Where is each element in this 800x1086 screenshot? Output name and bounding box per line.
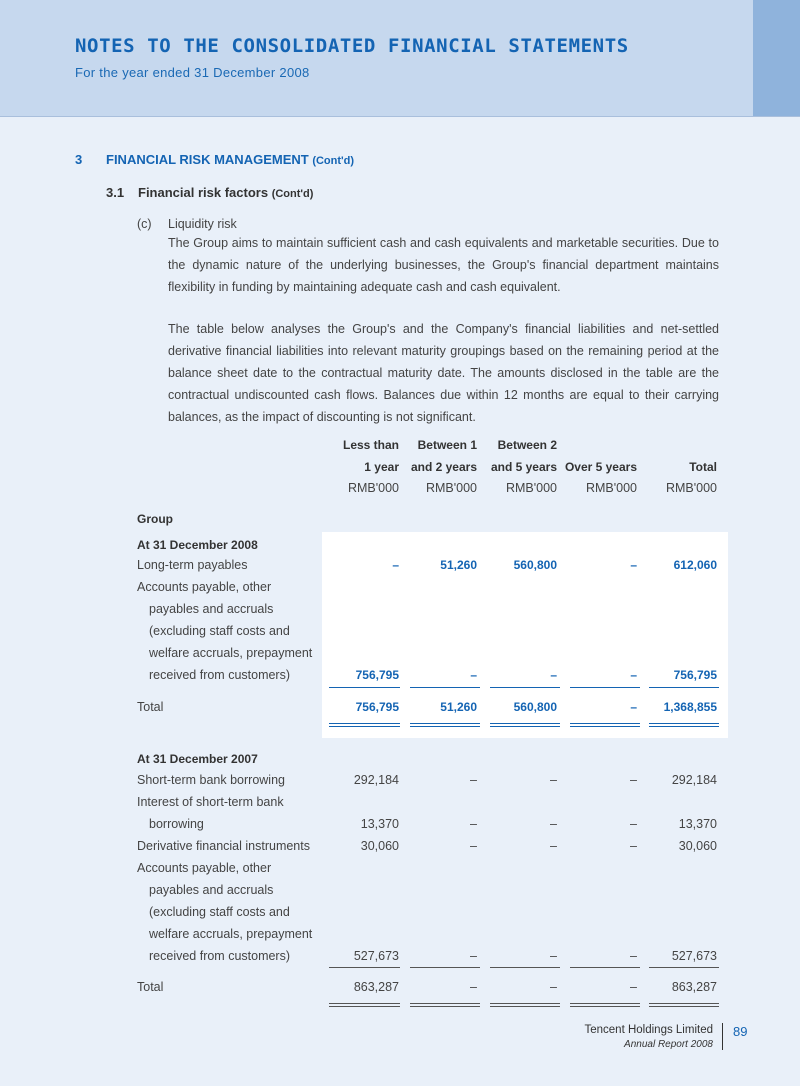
row-2007-int-label-line1: Interest of short-term bank [137,795,284,809]
rule-2007-c3 [490,967,560,968]
col2-header-line2: and 2 years [410,460,477,474]
cell-2007-int-c2: – [470,817,477,831]
row-2007-ap-label-line1: Accounts payable, other [137,861,272,875]
cell-2007-stb-c2: – [470,773,477,787]
rule-2008-c5 [649,687,719,688]
row-2008-ap-label-line4: welfare accruals, prepayment [149,646,313,660]
cell-2007-ap-c2: – [470,949,477,963]
cell-2008-total-c3: 560,800 [513,700,557,714]
paragraph-1: The Group aims to maintain sufficient cash and cash equivalents and marketable securities. Due to the dynamic nature of the underlying businesses, the Group's financial department maintains flexibility in funding by maintaining adequate cash and cash equivalent. [168,236,719,294]
subsection-title: Financial risk factors [138,185,269,200]
footer-company: Tencent Holdings Limited [584,1024,713,1036]
group-label: Group [137,512,173,526]
cell-2008-ltp-c3: 560,800 [513,558,557,572]
col4-unit: RMB'000 [585,481,637,495]
col2-unit: RMB'000 [425,481,477,495]
item-title: Liquidity risk [168,217,237,231]
cell-2007-ap-c3: – [550,949,557,963]
cell-2008-total-c2: 51,260 [440,700,477,714]
row-2008-ap-label-line3: (excluding staff costs and [149,624,290,638]
section-number: 3 [75,152,83,167]
rule-2007-c5 [649,967,719,968]
cell-2008-total-c5: 1,368,855 [663,700,717,714]
rule-2008-c1 [329,687,400,688]
rule-2007-c4 [570,967,640,968]
row-2007-dfi-label: Derivative financial instruments [137,839,310,853]
col5-unit: RMB'000 [665,481,717,495]
section-title: FINANCIAL RISK MANAGEMENT [106,152,309,167]
drule-2007-c2 [410,1003,480,1007]
cell-2007-int-c3: – [550,817,557,831]
cell-2007-dfi-c3: – [550,839,557,853]
drule-2008-c3 [490,723,560,727]
row-2007-ap-label-line5: received from customers) [149,949,291,963]
row-2008-ap-label-line2: payables and accruals [149,602,274,616]
row-2008-long-term-payables-label: Long-term payables [137,558,248,572]
row-2007-stb-label: Short-term bank borrowing [137,773,285,787]
cell-2008-ltp-c5: 612,060 [673,558,717,572]
section-suffix: (Cont'd) [312,155,355,167]
cell-2008-ltp-c2: 51,260 [440,558,477,572]
rule-2008-c3 [490,687,560,688]
cell-2007-total-c3: – [550,980,557,994]
cell-2008-ltp-c1: – [392,558,399,572]
rule-2007-c2 [410,967,480,968]
rule-2008-c4 [570,687,640,688]
cell-2007-stb-c3: – [550,773,557,787]
drule-2008-c5 [649,723,719,727]
drule-2007-c1 [329,1003,400,1007]
col3-header-line2: and 5 years [490,460,557,474]
subsection-suffix: (Cont'd) [271,188,314,200]
cell-2007-dfi-c4: – [630,839,637,853]
col1-unit: RMB'000 [347,481,399,495]
subsection-number: 3.1 [106,185,125,200]
cell-2008-ap-c4: – [630,668,637,682]
heading-2007: At 31 December 2007 [137,752,258,766]
cell-2008-total-c4: – [630,700,637,714]
cell-2007-ap-c1: 527,673 [353,949,399,963]
page-title: NOTES TO THE CONSOLIDATED FINANCIAL STATEMENTS [75,35,629,57]
cell-2007-int-c1: 13,370 [360,817,399,831]
cell-2008-ap-c1: 756,795 [355,668,399,682]
cell-2007-dfi-c1: 30,060 [360,839,399,853]
row-2008-total-label: Total [137,700,164,714]
item-heading [137,217,237,231]
col1-header-line1: Less than [342,438,399,452]
cell-2007-int-c5: 13,370 [678,817,717,831]
cell-2007-total-c5: 863,287 [671,980,717,994]
page-subtitle: For the year ended 31 December 2008 [75,65,310,80]
drule-2008-c4 [570,723,640,727]
rule-2008-c2 [410,687,480,688]
paragraph-2: The table below analyses the Group's and the Company's financial liabilities and net-settled derivative financial liabilities into relevant maturity groupings based on the remaining period at the balance sheet date to the contractual maturity date. The amounts disclosed in the table are the contractual undiscounted cash flows. Balances due within 12 months are equal to their carrying balances, as the impact of discounting is not significant. [168,322,719,424]
cell-2007-stb-c5: 292,184 [671,773,717,787]
row-2007-ap-label-line3: (excluding staff costs and [149,905,290,919]
cell-2008-total-c1: 756,795 [355,700,399,714]
cell-2007-total-c2: – [470,980,477,994]
item-letter: (c) [137,217,152,231]
cell-2007-dfi-c5: 30,060 [678,839,717,853]
col3-unit: RMB'000 [505,481,557,495]
cell-2008-ap-c5: 756,795 [673,668,717,682]
cell-2007-stb-c1: 292,184 [353,773,399,787]
col5-header-line2: Total [689,460,717,474]
drule-2008-c2 [410,723,480,727]
col2-header-line1: Between 1 [417,438,477,452]
cell-2007-total-c1: 863,287 [353,980,399,994]
row-2008-ap-label-line1: Accounts payable, other [137,580,272,594]
rule-2007-c1 [329,967,400,968]
drule-2007-c3 [490,1003,560,1007]
cell-2008-ltp-c4: – [630,558,637,572]
drule-2007-c4 [570,1003,640,1007]
cell-2007-total-c4: – [630,980,637,994]
footer-divider [722,1023,723,1050]
row-2007-ap-label-line4: welfare accruals, prepayment [149,927,313,941]
page-number: 89 [733,1024,748,1039]
col3-header-line1: Between 2 [497,438,557,452]
cell-2007-int-c4: – [630,817,637,831]
cell-2008-ap-c2: – [470,668,477,682]
subsection-heading [106,185,313,200]
row-2007-total-label: Total [137,980,164,994]
header-tab [753,0,800,116]
section-heading [75,152,354,167]
drule-2007-c5 [649,1003,719,1007]
cell-2007-ap-c4: – [630,949,637,963]
page-header [0,0,800,117]
col1-header-line2: 1 year [364,460,399,474]
col4-header-line2: Over 5 years [564,460,637,474]
cell-2008-ap-c3: – [550,668,557,682]
row-2007-int-label-line2: borrowing [149,817,204,831]
cell-2007-dfi-c2: – [470,839,477,853]
row-2008-ap-label-line5: received from customers) [149,668,291,682]
heading-2008: At 31 December 2008 [137,538,258,552]
cell-2007-ap-c5: 527,673 [671,949,717,963]
drule-2008-c1 [329,723,400,727]
footer-report: Annual Report 2008 [624,1039,713,1050]
row-2007-ap-label-line2: payables and accruals [149,883,274,897]
cell-2007-stb-c4: – [630,773,637,787]
